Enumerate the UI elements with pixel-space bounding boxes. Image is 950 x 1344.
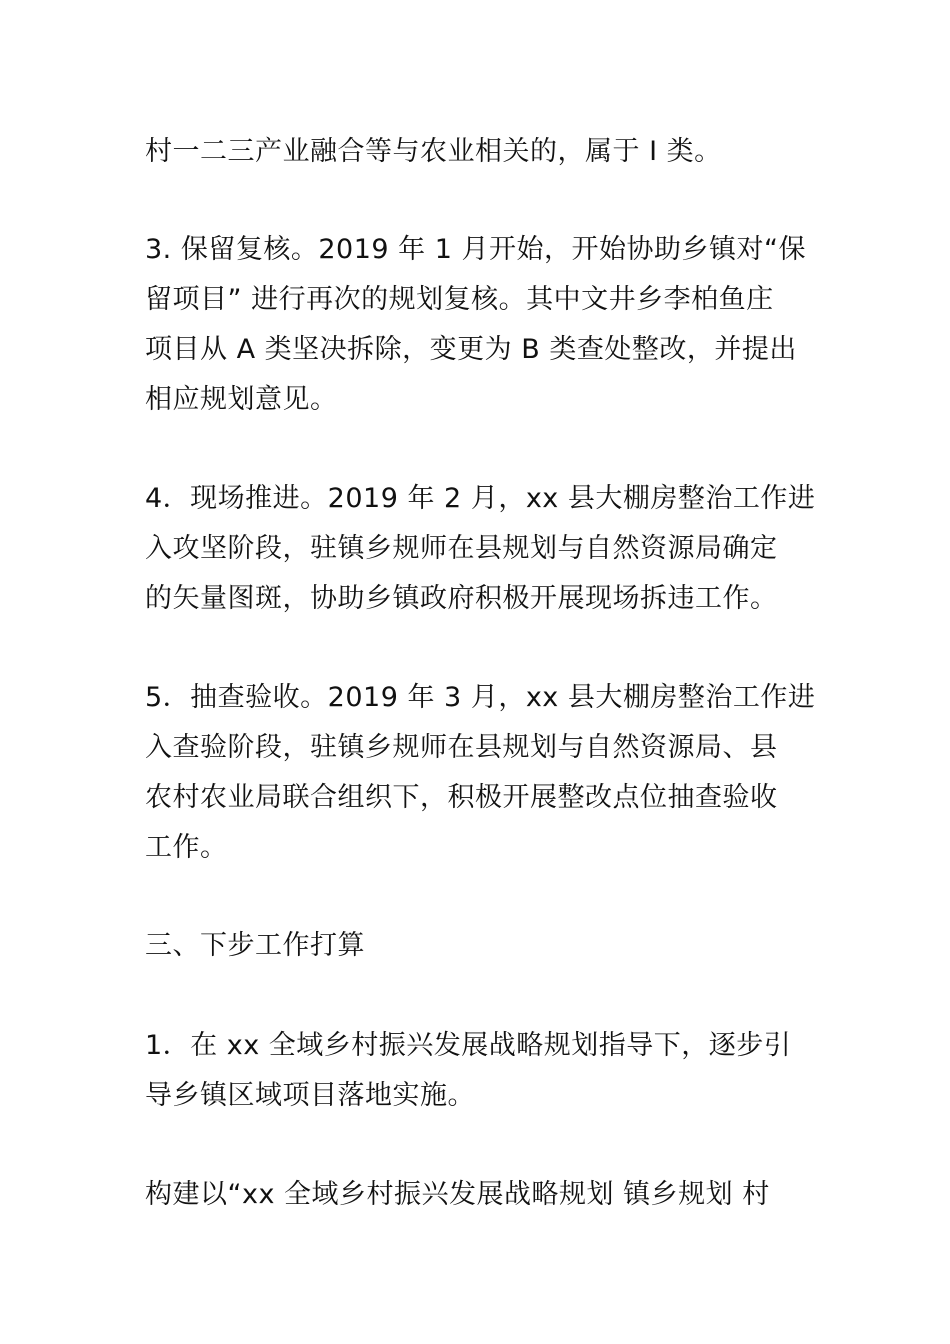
plan-1-detail-line-1: 构建以“xx 全域乡村振兴发展战略规划 镇乡规划 村 <box>145 1179 770 1210</box>
item-5-line-1: 5．抽查验收。2019 年 3 月，xx 县大棚房整治工作进 <box>145 682 816 713</box>
paragraph-continuation-line: 村一二三产业融合等与农业相关的，属于 I 类。 <box>145 136 722 167</box>
item-4-line-2: 入攻坚阶段，驻镇乡规师在县规划与自然资源局确定 <box>145 533 778 564</box>
item-5-line-4: 工作。 <box>145 832 228 863</box>
section-heading: 三、下步工作打算 <box>145 930 365 961</box>
plan-1-line-1: 1．在 xx 全域乡村振兴发展战略规划指导下，逐步引 <box>145 1030 792 1061</box>
item-4-line-1: 4．现场推进。2019 年 2 月，xx 县大棚房整治工作进 <box>145 483 816 514</box>
item-5-line-3: 农村农业局联合组织下，积极开展整改点位抽查验收 <box>145 782 778 813</box>
item-4-line-3: 的矢量图斑，协助乡镇政府积极开展现场拆违工作。 <box>145 583 778 614</box>
item-3-line-2: 留项目” 进行再次的规划复核。其中文井乡李柏鱼庄 <box>145 284 774 315</box>
plan-1-line-2: 导乡镇区域项目落地实施。 <box>145 1080 475 1111</box>
item-3-line-1: 3. 保留复核。2019 年 1 月开始，开始协助乡镇对“保 <box>145 234 806 265</box>
item-3-line-4: 相应规划意见。 <box>145 384 338 415</box>
item-3-line-3: 项目从 A 类坚决拆除，变更为 B 类查处整改，并提出 <box>145 334 797 365</box>
item-5-line-2: 入查验阶段，驻镇乡规师在县规划与自然资源局、县 <box>145 732 778 763</box>
